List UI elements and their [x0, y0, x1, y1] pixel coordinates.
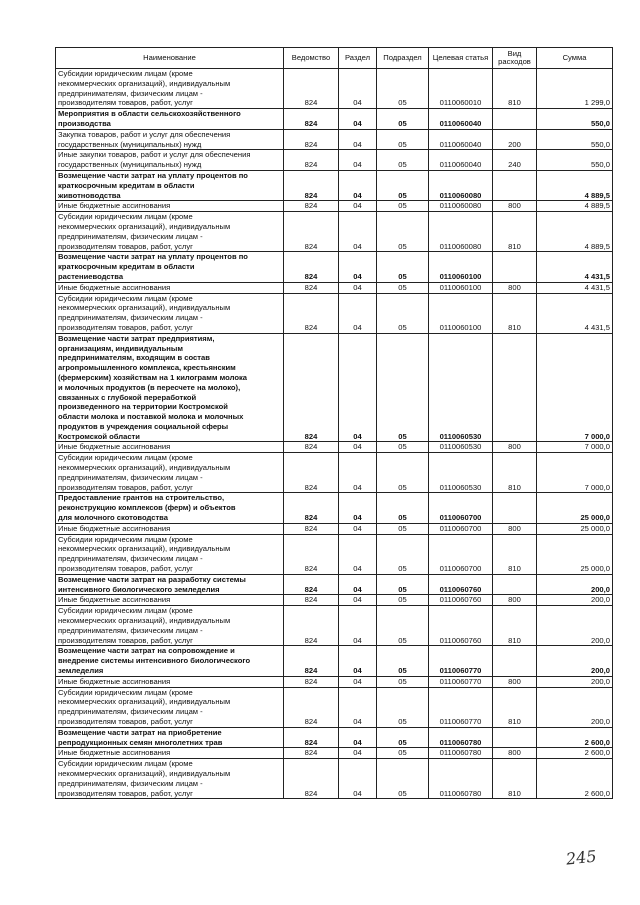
razdel-cell: 04	[339, 676, 377, 687]
vid-cell	[493, 252, 537, 282]
sum-cell: 7 000,0	[537, 442, 613, 453]
vid-cell: 810	[493, 212, 537, 252]
vid-cell	[493, 333, 537, 442]
table-row	[56, 523, 613, 534]
name-cell: Субсидии юридическим лицам (кроме некоммерческих организаций), индивидуальным предпринимателям, физическим лицам - производителям товаров, работ, услуг	[56, 606, 284, 646]
table-row	[56, 333, 613, 442]
table-row	[56, 727, 613, 748]
table-header-row	[56, 48, 613, 69]
vid-cell: 810	[493, 453, 537, 493]
vid-cell: 800	[493, 282, 537, 293]
table-row	[56, 759, 613, 799]
vedomstvo-cell: 824	[284, 646, 339, 676]
sum-cell: 4 431,5	[537, 293, 613, 333]
article-cell: 0110060760	[429, 606, 493, 646]
podrazdel-cell: 05	[377, 676, 429, 687]
name-cell: Субсидии юридическим лицам (кроме некоммерческих организаций), индивидуальным предпринимателям, физическим лицам - производителям товаров, работ, услуг	[56, 212, 284, 252]
podrazdel-cell: 05	[377, 170, 429, 200]
table-row	[56, 150, 613, 171]
table-row	[56, 129, 613, 150]
sum-cell: 25 000,0	[537, 493, 613, 523]
name-cell: Возмещение части затрат предприятиям, организациям, индивидуальным предпринимателям, входящим в состав агропромышленного комплекса, крестьянским (фермерским) хозяйствам на 1 килограмм молока и молочных продуктов (в пересчете на молоко), связанных с глубокой переработкой произведенного на территории Костромской области молока и поставкой молока и молочных продуктов в учреждения социальной сферы Костромской области	[56, 333, 284, 442]
vid-cell	[493, 574, 537, 595]
vedomstvo-cell: 824	[284, 282, 339, 293]
sum-cell: 550,0	[537, 109, 613, 130]
podrazdel-cell: 05	[377, 606, 429, 646]
article-cell: 0110060530	[429, 453, 493, 493]
vedomstvo-cell: 824	[284, 748, 339, 759]
article-cell: 0110060780	[429, 759, 493, 799]
sum-cell: 1 299,0	[537, 69, 613, 109]
vid-cell	[493, 170, 537, 200]
vedomstvo-cell: 824	[284, 69, 339, 109]
vedomstvo-cell: 824	[284, 727, 339, 748]
name-cell: Иные бюджетные ассигнования	[56, 201, 284, 212]
razdel-cell: 04	[339, 606, 377, 646]
sum-cell: 7 000,0	[537, 453, 613, 493]
header-vedomstvo: Ведомство	[284, 48, 339, 69]
name-cell: Закупка товаров, работ и услуг для обеспечения государственных (муниципальных) нужд	[56, 129, 284, 150]
sum-cell: 4 889,5	[537, 170, 613, 200]
name-cell: Субсидии юридическим лицам (кроме некоммерческих организаций), индивидуальным предпринимателям, физическим лицам - производителям товаров, работ, услуг	[56, 453, 284, 493]
name-cell: Субсидии юридическим лицам (кроме некоммерческих организаций), индивидуальным предпринимателям, физическим лицам - производителям товаров, работ, услуг	[56, 69, 284, 109]
razdel-cell: 04	[339, 442, 377, 453]
razdel-cell: 04	[339, 293, 377, 333]
vid-cell: 800	[493, 201, 537, 212]
podrazdel-cell: 05	[377, 333, 429, 442]
podrazdel-cell: 05	[377, 493, 429, 523]
table-row	[56, 646, 613, 676]
article-cell: 0110060700	[429, 493, 493, 523]
razdel-cell: 04	[339, 759, 377, 799]
sum-cell: 25 000,0	[537, 523, 613, 534]
sum-cell: 4 889,5	[537, 201, 613, 212]
razdel-cell: 04	[339, 748, 377, 759]
vedomstvo-cell: 824	[284, 150, 339, 171]
sum-cell: 4 889,5	[537, 212, 613, 252]
vedomstvo-cell: 824	[284, 252, 339, 282]
vedomstvo-cell: 824	[284, 687, 339, 727]
vedomstvo-cell: 824	[284, 759, 339, 799]
vedomstvo-cell: 824	[284, 201, 339, 212]
vid-cell: 810	[493, 69, 537, 109]
vedomstvo-cell: 824	[284, 574, 339, 595]
vid-cell: 810	[493, 759, 537, 799]
podrazdel-cell: 05	[377, 129, 429, 150]
vedomstvo-cell: 824	[284, 212, 339, 252]
name-cell: Иные бюджетные ассигнования	[56, 523, 284, 534]
razdel-cell: 04	[339, 727, 377, 748]
razdel-cell: 04	[339, 453, 377, 493]
razdel-cell: 04	[339, 170, 377, 200]
razdel-cell: 04	[339, 201, 377, 212]
podrazdel-cell: 05	[377, 201, 429, 212]
razdel-cell: 04	[339, 252, 377, 282]
table-row	[56, 748, 613, 759]
vedomstvo-cell: 824	[284, 333, 339, 442]
table-row	[56, 282, 613, 293]
vedomstvo-cell: 824	[284, 442, 339, 453]
vid-cell: 800	[493, 748, 537, 759]
sum-cell: 200,0	[537, 646, 613, 676]
article-cell: 0110060040	[429, 109, 493, 130]
vid-cell: 810	[493, 534, 537, 574]
name-cell: Мероприятия в области сельскохозяйственного производства	[56, 109, 284, 130]
header-podrazdel: Подраздел	[377, 48, 429, 69]
vid-cell: 800	[493, 442, 537, 453]
podrazdel-cell: 05	[377, 534, 429, 574]
vid-cell	[493, 646, 537, 676]
name-cell: Иные бюджетные ассигнования	[56, 282, 284, 293]
vedomstvo-cell: 824	[284, 170, 339, 200]
vedomstvo-cell: 824	[284, 129, 339, 150]
razdel-cell: 04	[339, 150, 377, 171]
podrazdel-cell: 05	[377, 293, 429, 333]
podrazdel-cell: 05	[377, 595, 429, 606]
razdel-cell: 04	[339, 333, 377, 442]
vedomstvo-cell: 824	[284, 676, 339, 687]
sum-cell: 4 431,5	[537, 252, 613, 282]
article-cell: 0110060100	[429, 293, 493, 333]
article-cell: 0110060770	[429, 646, 493, 676]
sum-cell: 200,0	[537, 574, 613, 595]
razdel-cell: 04	[339, 574, 377, 595]
vedomstvo-cell: 824	[284, 109, 339, 130]
name-cell: Иные бюджетные ассигнования	[56, 748, 284, 759]
vid-cell: 800	[493, 595, 537, 606]
header-name: Наименование	[56, 48, 284, 69]
vid-cell: 800	[493, 523, 537, 534]
vedomstvo-cell: 824	[284, 534, 339, 574]
article-cell: 0110060700	[429, 523, 493, 534]
article-cell: 0110060770	[429, 676, 493, 687]
name-cell: Иные закупки товаров, работ и услуг для обеспечения государственных (муниципальных) нужд	[56, 150, 284, 171]
vedomstvo-cell: 824	[284, 606, 339, 646]
table-row	[56, 252, 613, 282]
article-cell: 0110060700	[429, 534, 493, 574]
article-cell: 0110060080	[429, 201, 493, 212]
name-cell: Возмещение части затрат на уплату процентов по краткосрочным кредитам в области животноводства	[56, 170, 284, 200]
article-cell: 0110060040	[429, 129, 493, 150]
sum-cell: 4 431,5	[537, 282, 613, 293]
table-row	[56, 595, 613, 606]
razdel-cell: 04	[339, 687, 377, 727]
table-row	[56, 293, 613, 333]
razdel-cell: 04	[339, 69, 377, 109]
podrazdel-cell: 05	[377, 442, 429, 453]
vedomstvo-cell: 824	[284, 493, 339, 523]
page-number: 245	[565, 846, 598, 869]
article-cell: 0110060770	[429, 687, 493, 727]
article-cell: 0110060040	[429, 150, 493, 171]
vid-cell	[493, 109, 537, 130]
vid-cell: 810	[493, 606, 537, 646]
podrazdel-cell: 05	[377, 523, 429, 534]
table-row	[56, 676, 613, 687]
sum-cell: 2 600,0	[537, 727, 613, 748]
sum-cell: 550,0	[537, 150, 613, 171]
sum-cell: 200,0	[537, 606, 613, 646]
vedomstvo-cell: 824	[284, 293, 339, 333]
article-cell: 0110060010	[429, 69, 493, 109]
article-cell: 0110060100	[429, 282, 493, 293]
article-cell: 0110060760	[429, 574, 493, 595]
podrazdel-cell: 05	[377, 453, 429, 493]
table-row	[56, 442, 613, 453]
table-row	[56, 170, 613, 200]
table-row	[56, 201, 613, 212]
razdel-cell: 04	[339, 646, 377, 676]
article-cell: 0110060080	[429, 170, 493, 200]
sum-cell: 200,0	[537, 687, 613, 727]
table-row	[56, 606, 613, 646]
podrazdel-cell: 05	[377, 109, 429, 130]
name-cell: Иные бюджетные ассигнования	[56, 595, 284, 606]
name-cell: Иные бюджетные ассигнования	[56, 442, 284, 453]
vid-cell	[493, 493, 537, 523]
name-cell: Субсидии юридическим лицам (кроме некоммерческих организаций), индивидуальным предпринимателям, физическим лицам - производителям товаров, работ, услуг	[56, 687, 284, 727]
name-cell: Возмещение части затрат на уплату процентов по краткосрочным кредитам в области растениеводства	[56, 252, 284, 282]
table-row	[56, 212, 613, 252]
vid-cell: 240	[493, 150, 537, 171]
sum-cell: 2 600,0	[537, 759, 613, 799]
article-cell: 0110060530	[429, 442, 493, 453]
vedomstvo-cell: 824	[284, 453, 339, 493]
razdel-cell: 04	[339, 282, 377, 293]
podrazdel-cell: 05	[377, 69, 429, 109]
razdel-cell: 04	[339, 109, 377, 130]
header-article: Целевая статья	[429, 48, 493, 69]
article-cell: 0110060530	[429, 333, 493, 442]
table-row	[56, 687, 613, 727]
table-row	[56, 69, 613, 109]
name-cell: Предоставление грантов на строительство, реконструкцию комплексов (ферм) и объектов для молочного скотоводства	[56, 493, 284, 523]
vedomstvo-cell: 824	[284, 595, 339, 606]
razdel-cell: 04	[339, 534, 377, 574]
razdel-cell: 04	[339, 523, 377, 534]
article-cell: 0110060100	[429, 252, 493, 282]
sum-cell: 25 000,0	[537, 534, 613, 574]
header-vid: Вид расходов	[493, 48, 537, 69]
article-cell: 0110060780	[429, 748, 493, 759]
article-cell: 0110060080	[429, 212, 493, 252]
name-cell: Субсидии юридическим лицам (кроме некоммерческих организаций), индивидуальным предпринимателям, физическим лицам - производителям товаров, работ, услуг	[56, 293, 284, 333]
name-cell: Субсидии юридическим лицам (кроме некоммерческих организаций), индивидуальным предпринимателям, физическим лицам - производителям товаров, работ, услуг	[56, 534, 284, 574]
table-row	[56, 574, 613, 595]
header-sum: Сумма	[537, 48, 613, 69]
razdel-cell: 04	[339, 595, 377, 606]
name-cell: Возмещение части затрат на разработку системы интенсивного биологического земледелия	[56, 574, 284, 595]
vid-cell: 810	[493, 687, 537, 727]
article-cell: 0110060760	[429, 595, 493, 606]
sum-cell: 200,0	[537, 676, 613, 687]
name-cell: Субсидии юридическим лицам (кроме некоммерческих организаций), индивидуальным предпринимателям, физическим лицам - производителям товаров, работ, услуг	[56, 759, 284, 799]
name-cell: Возмещение части затрат на сопровождение и внедрение системы интенсивного биологического земледелия	[56, 646, 284, 676]
podrazdel-cell: 05	[377, 646, 429, 676]
podrazdel-cell: 05	[377, 727, 429, 748]
podrazdel-cell: 05	[377, 212, 429, 252]
razdel-cell: 04	[339, 129, 377, 150]
razdel-cell: 04	[339, 212, 377, 252]
razdel-cell: 04	[339, 493, 377, 523]
podrazdel-cell: 05	[377, 687, 429, 727]
podrazdel-cell: 05	[377, 748, 429, 759]
podrazdel-cell: 05	[377, 574, 429, 595]
sum-cell: 2 600,0	[537, 748, 613, 759]
article-cell: 0110060780	[429, 727, 493, 748]
sum-cell: 550,0	[537, 129, 613, 150]
sum-cell: 200,0	[537, 595, 613, 606]
table-row	[56, 534, 613, 574]
budget-table	[55, 47, 613, 799]
sum-cell: 7 000,0	[537, 333, 613, 442]
vedomstvo-cell: 824	[284, 523, 339, 534]
vid-cell: 810	[493, 293, 537, 333]
podrazdel-cell: 05	[377, 759, 429, 799]
podrazdel-cell: 05	[377, 252, 429, 282]
vid-cell: 800	[493, 676, 537, 687]
table-row	[56, 493, 613, 523]
vid-cell: 200	[493, 129, 537, 150]
table-row	[56, 453, 613, 493]
podrazdel-cell: 05	[377, 150, 429, 171]
name-cell: Иные бюджетные ассигнования	[56, 676, 284, 687]
vid-cell	[493, 727, 537, 748]
podrazdel-cell: 05	[377, 282, 429, 293]
table-row	[56, 109, 613, 130]
header-razdel: Раздел	[339, 48, 377, 69]
name-cell: Возмещение части затрат на приобретение репродукционных семян многолетних трав	[56, 727, 284, 748]
